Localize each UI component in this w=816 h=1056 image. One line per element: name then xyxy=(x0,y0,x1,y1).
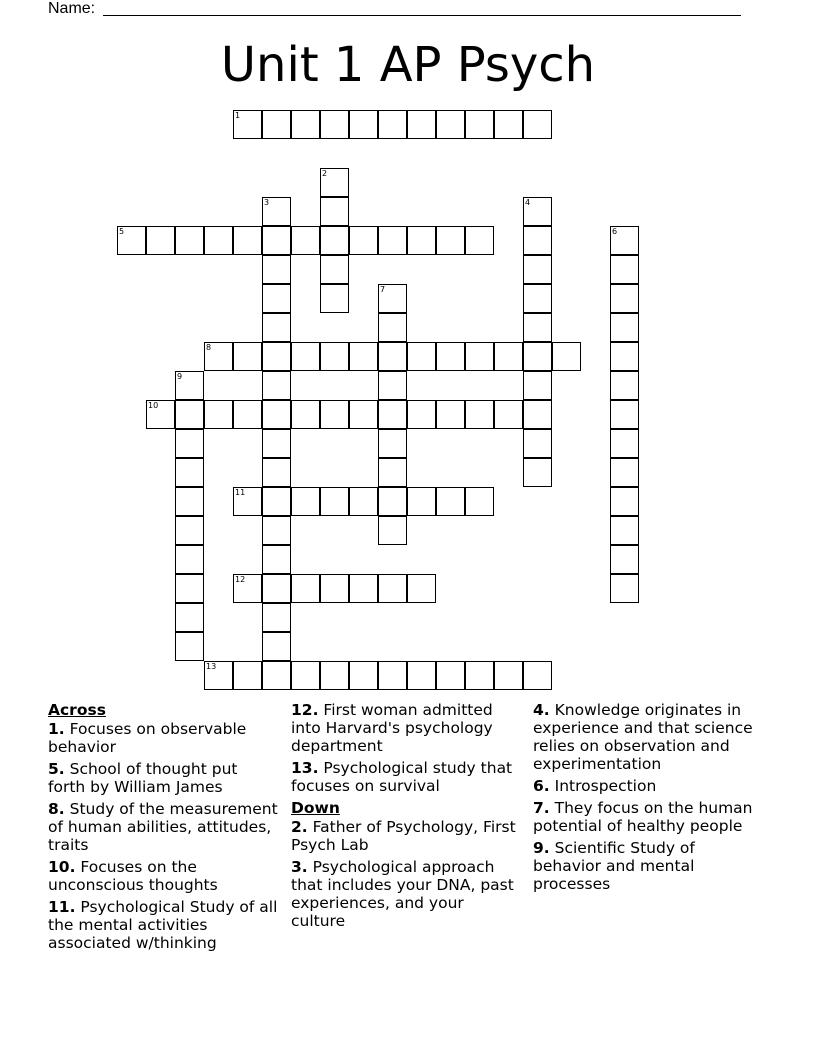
grid-cell[interactable] xyxy=(378,313,407,342)
grid-cell[interactable] xyxy=(175,400,204,429)
grid-cell[interactable] xyxy=(233,574,262,603)
clue-number: 13 xyxy=(206,662,217,671)
grid-cell[interactable] xyxy=(523,110,552,139)
grid-cell[interactable] xyxy=(320,487,349,516)
grid-cell[interactable] xyxy=(378,429,407,458)
clue-number: 11 xyxy=(235,488,246,497)
grid-cell[interactable] xyxy=(291,226,320,255)
grid-cell[interactable] xyxy=(204,661,233,690)
grid-cell[interactable] xyxy=(610,313,639,342)
grid-cell[interactable] xyxy=(262,458,291,487)
grid-cell[interactable] xyxy=(465,110,494,139)
grid-cell[interactable] xyxy=(494,342,523,371)
grid-cell[interactable] xyxy=(175,226,204,255)
grid-cell[interactable] xyxy=(378,516,407,545)
grid-cell[interactable] xyxy=(610,284,639,313)
name-label: Name: xyxy=(48,0,96,17)
grid-cell[interactable] xyxy=(523,255,552,284)
grid-cell[interactable] xyxy=(233,400,262,429)
grid-cell[interactable] xyxy=(262,545,291,574)
grid-cell[interactable] xyxy=(320,661,349,690)
clue-down-2: 2. Father of Psychology, First Psych Lab xyxy=(291,818,516,854)
puzzle-title: Unit 1 AP Psych xyxy=(220,37,596,93)
grid-cell[interactable] xyxy=(320,574,349,603)
grid-cell[interactable] xyxy=(552,342,581,371)
clue-number: 9 xyxy=(177,372,183,381)
grid-cell[interactable] xyxy=(175,458,204,487)
grid-cell[interactable] xyxy=(349,661,378,690)
grid-cell[interactable] xyxy=(320,197,349,226)
grid-cell[interactable] xyxy=(523,342,552,371)
grid-cell[interactable] xyxy=(610,342,639,371)
grid-cell[interactable] xyxy=(465,226,494,255)
clue-number: 7 xyxy=(380,285,386,294)
grid-cell[interactable] xyxy=(291,487,320,516)
grid-cell[interactable] xyxy=(494,400,523,429)
grid-cell[interactable] xyxy=(175,603,204,632)
clue-number: 3 xyxy=(264,198,270,207)
grid-cell[interactable] xyxy=(378,574,407,603)
grid-cell[interactable] xyxy=(378,371,407,400)
grid-cell[interactable] xyxy=(146,400,175,429)
grid-cell[interactable] xyxy=(320,226,349,255)
grid-cell[interactable] xyxy=(610,574,639,603)
grid-cell[interactable] xyxy=(378,226,407,255)
grid-cell[interactable] xyxy=(262,255,291,284)
grid-cell[interactable] xyxy=(523,429,552,458)
grid-cell[interactable] xyxy=(494,110,523,139)
grid-cell[interactable] xyxy=(262,110,291,139)
clue-down-7: 7. They focus on the human potential of healthy people xyxy=(533,799,753,835)
grid-cell[interactable] xyxy=(262,429,291,458)
grid-cell[interactable] xyxy=(320,255,349,284)
grid-cell[interactable] xyxy=(465,487,494,516)
grid-cell[interactable] xyxy=(436,342,465,371)
grid-cell[interactable] xyxy=(175,545,204,574)
grid-cell[interactable] xyxy=(436,226,465,255)
grid-cell[interactable] xyxy=(610,226,639,255)
clue-down-6: 6. Introspection xyxy=(533,777,657,795)
grid-cell[interactable] xyxy=(436,110,465,139)
grid-cell[interactable] xyxy=(407,226,436,255)
grid-cell[interactable] xyxy=(291,342,320,371)
clue-number: 1 xyxy=(235,111,241,120)
grid-cell[interactable] xyxy=(523,197,552,226)
grid-cell[interactable] xyxy=(407,574,436,603)
grid-cell[interactable] xyxy=(378,284,407,313)
grid-cell[interactable] xyxy=(262,284,291,313)
grid-cell[interactable] xyxy=(378,487,407,516)
clue-number: 2 xyxy=(322,169,328,178)
grid-cell[interactable] xyxy=(523,661,552,690)
grid-cell[interactable] xyxy=(378,458,407,487)
grid-cell[interactable] xyxy=(233,342,262,371)
grid-cell[interactable] xyxy=(349,574,378,603)
grid-cell[interactable] xyxy=(523,400,552,429)
grid-cell[interactable] xyxy=(349,400,378,429)
grid-cell[interactable] xyxy=(233,226,262,255)
grid-cell[interactable] xyxy=(262,313,291,342)
clues-column-3 xyxy=(533,701,763,897)
grid-cell[interactable] xyxy=(407,110,436,139)
clue-across-5: 5. School of thought put forth by William James xyxy=(48,760,238,796)
grid-cell[interactable] xyxy=(117,226,146,255)
grid-cell[interactable] xyxy=(262,371,291,400)
clue-number: 10 xyxy=(148,401,159,410)
clue-across-13: 13. Psychological study that focuses on survival xyxy=(291,759,513,795)
grid-cell[interactable] xyxy=(349,226,378,255)
grid-cell[interactable] xyxy=(233,487,262,516)
grid-cell[interactable] xyxy=(407,400,436,429)
grid-cell[interactable] xyxy=(262,661,291,690)
grid-cell[interactable] xyxy=(436,661,465,690)
grid-cell[interactable] xyxy=(610,458,639,487)
grid-cell[interactable] xyxy=(523,371,552,400)
grid-cell[interactable] xyxy=(436,487,465,516)
grid-cell[interactable] xyxy=(291,110,320,139)
clue-across-8: 8. Study of the measurement of human abilities, attitudes, traits xyxy=(48,800,278,854)
grid-cell[interactable] xyxy=(262,197,291,226)
clue-across-12: 12. First woman admitted into Harvard's psychology department xyxy=(291,701,493,755)
clue-down-3: 3. Psychological approach that includes your DNA, past experiences, and your culture xyxy=(291,858,514,930)
clue-across-10: 10. Focuses on the unconscious thoughts xyxy=(48,858,218,894)
grid-cell[interactable] xyxy=(175,429,204,458)
grid-cell[interactable] xyxy=(204,342,233,371)
grid-cell[interactable] xyxy=(610,516,639,545)
grid-cell[interactable] xyxy=(262,603,291,632)
grid-cell[interactable] xyxy=(349,342,378,371)
grid-cell[interactable] xyxy=(407,487,436,516)
grid-cell[interactable] xyxy=(378,110,407,139)
grid-cell[interactable] xyxy=(320,342,349,371)
grid-cell[interactable] xyxy=(523,313,552,342)
grid-cell[interactable] xyxy=(262,487,291,516)
grid-cell[interactable] xyxy=(320,110,349,139)
grid-cell[interactable] xyxy=(610,429,639,458)
grid-cell[interactable] xyxy=(523,284,552,313)
grid-cell[interactable] xyxy=(175,516,204,545)
grid-cell[interactable] xyxy=(610,487,639,516)
grid-cell[interactable] xyxy=(320,168,349,197)
grid-cell[interactable] xyxy=(610,371,639,400)
grid-cell[interactable] xyxy=(610,255,639,284)
grid-cell[interactable] xyxy=(610,400,639,429)
grid-cell[interactable] xyxy=(465,342,494,371)
grid-cell[interactable] xyxy=(204,226,233,255)
grid-cell[interactable] xyxy=(320,400,349,429)
grid-cell[interactable] xyxy=(378,661,407,690)
grid-cell[interactable] xyxy=(465,661,494,690)
grid-cell[interactable] xyxy=(465,400,494,429)
grid-cell[interactable] xyxy=(262,632,291,661)
clue-across-1: 1. Focuses on observable behavior xyxy=(48,720,247,756)
grid-cell[interactable] xyxy=(407,342,436,371)
grid-cell[interactable] xyxy=(349,487,378,516)
grid-cell[interactable] xyxy=(175,574,204,603)
clue-number: 5 xyxy=(119,227,125,236)
clue-number: 8 xyxy=(206,343,212,352)
clues-column-2 xyxy=(291,701,521,934)
grid-cell[interactable] xyxy=(175,487,204,516)
across-heading: Across xyxy=(48,701,106,719)
grid-cell[interactable] xyxy=(233,110,262,139)
grid-cell[interactable] xyxy=(204,400,233,429)
clue-number: 12 xyxy=(235,575,246,584)
grid-cell[interactable] xyxy=(233,661,262,690)
grid-cell[interactable] xyxy=(436,400,465,429)
clue-number: 6 xyxy=(612,227,618,236)
clue-across-11: 11. Psychological Study of all the mental activities associated w/thinking xyxy=(48,898,278,952)
grid-cell[interactable] xyxy=(320,284,349,313)
grid-cell[interactable] xyxy=(262,516,291,545)
grid-cell[interactable] xyxy=(610,545,639,574)
clue-number: 4 xyxy=(525,198,531,207)
grid-cell[interactable] xyxy=(175,371,204,400)
grid-cell[interactable] xyxy=(262,342,291,371)
grid-cell[interactable] xyxy=(262,400,291,429)
grid-cell[interactable] xyxy=(349,110,378,139)
grid-cell[interactable] xyxy=(407,661,436,690)
grid-cell[interactable] xyxy=(494,661,523,690)
grid-cell[interactable] xyxy=(378,342,407,371)
clue-down-9: 9. Scientific Study of behavior and mental processes xyxy=(533,839,695,893)
grid-cell[interactable] xyxy=(291,574,320,603)
grid-cell[interactable] xyxy=(523,458,552,487)
grid-cell[interactable] xyxy=(523,226,552,255)
clue-down-4: 4. Knowledge originates in experience and that science relies on observation and experimentation xyxy=(533,701,753,773)
grid-cell[interactable] xyxy=(262,226,291,255)
grid-cell[interactable] xyxy=(291,400,320,429)
grid-cell[interactable] xyxy=(146,226,175,255)
grid-cell[interactable] xyxy=(175,632,204,661)
down-heading: Down xyxy=(291,799,340,817)
grid-cell[interactable] xyxy=(262,574,291,603)
clues-column-1 xyxy=(48,701,278,956)
grid-cell[interactable] xyxy=(291,661,320,690)
grid-cell[interactable] xyxy=(378,400,407,429)
